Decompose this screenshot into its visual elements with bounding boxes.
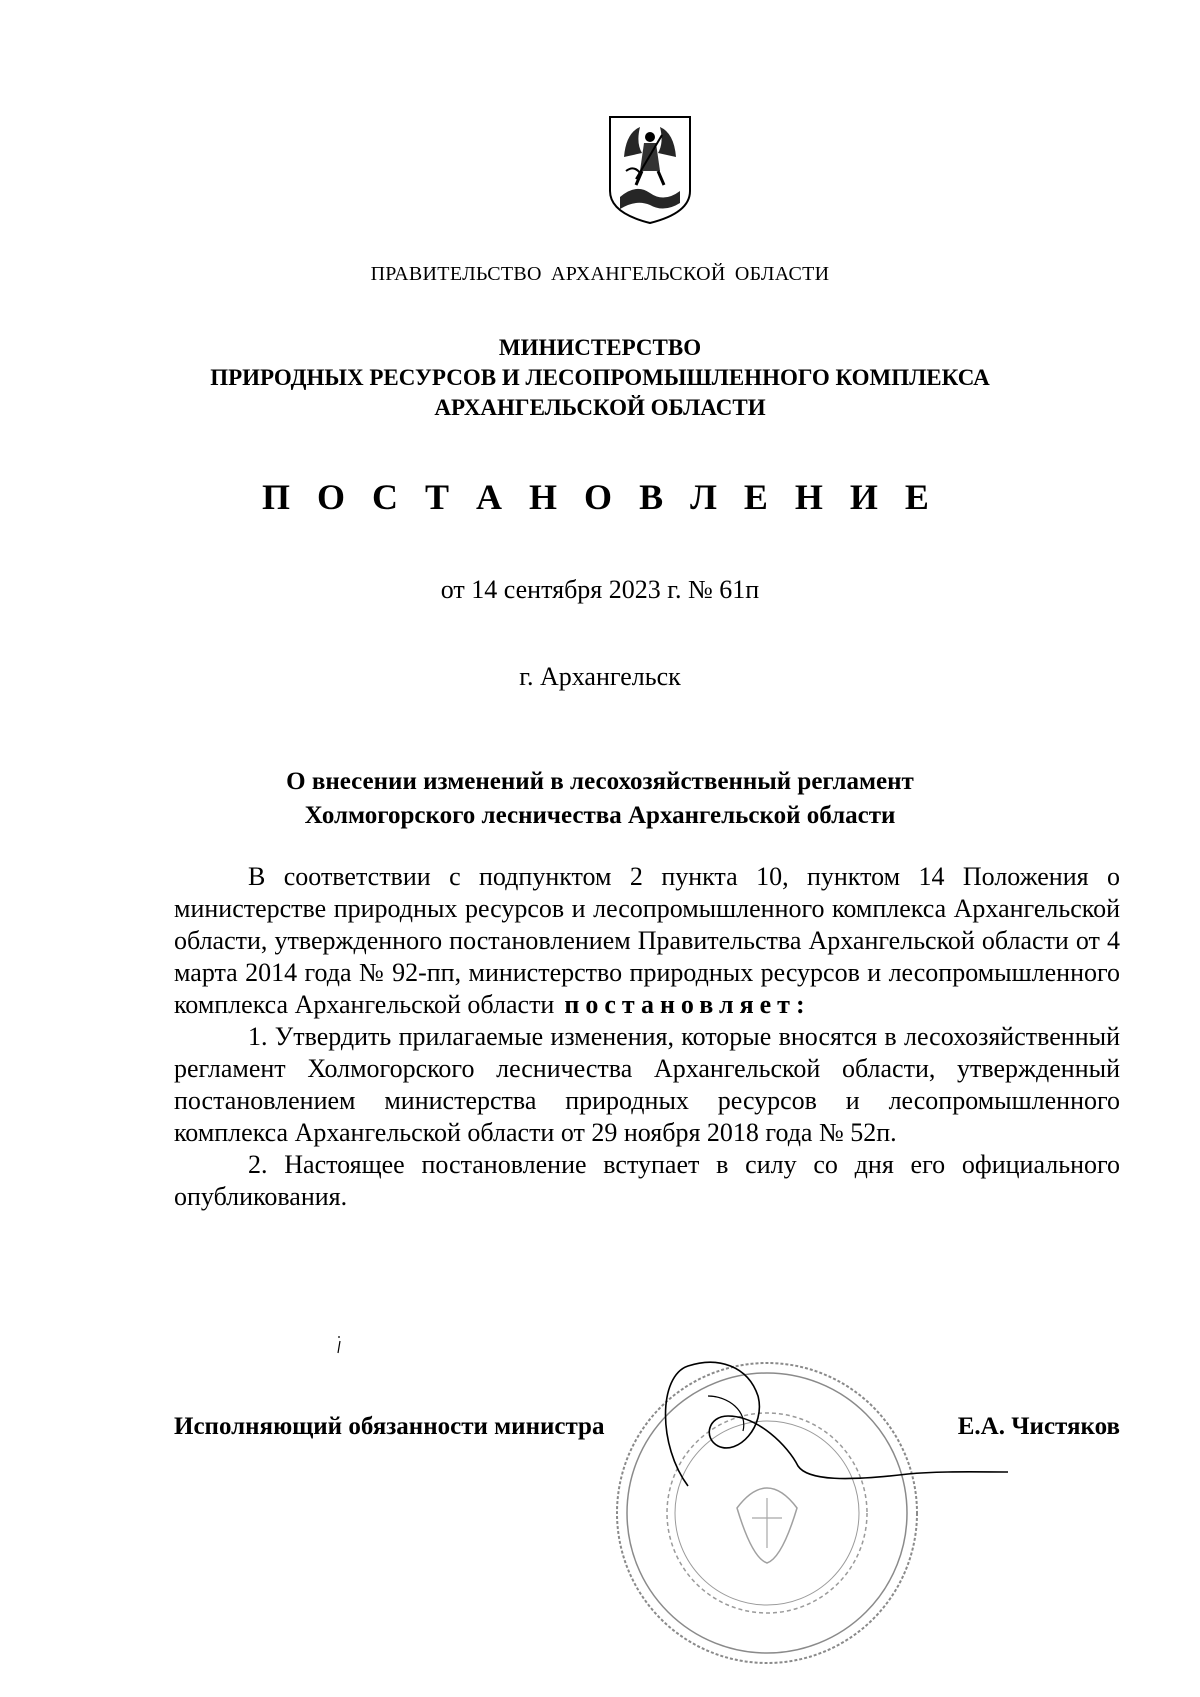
document-subject [0,765,1200,833]
subject-line-2: Холмогорского лесничества Архангельской области [304,802,896,829]
ministry-line-2: ПРИРОДНЫХ РЕСУРСОВ И ЛЕСОПРОМЫШЛЕННОГО КОМПЛЕКСА [210,365,990,390]
signatory-name: Е.А. Чистяков [957,1413,1120,1440]
document-body [174,861,1120,1213]
ministry-line-1: МИНИСТЕРСТВО [498,335,702,360]
document-type: П О С Т А Н О В Л Е Н И Е [262,477,938,517]
ministry-name [0,333,1200,423]
government-title: ПРАВИТЕЛЬСТВО АРХАНГЕЛЬСКОЙ ОБЛАСТИ [370,263,830,285]
coat-of-arms-icon [606,113,694,225]
subject-line-1: О внесении изменений в лесохозяйственный регламент [286,768,914,795]
ministry-line-3: АРХАНГЕЛЬСКОЙ ОБЛАСТИ [434,395,766,420]
decree-word: постановляет: [564,990,811,1019]
item-2-paragraph: 2. Настоящее постановление вступает в силу со дня его официального опубликования. [174,1150,1120,1211]
pen-mark [334,1335,344,1355]
preamble-text: В соответствии с подпунктом 2 пункта 10, пунктом 14 Положения о министерстве природных ресурсов и лесопромышленного комплекса Архангельской области, утвержденного постановлением Правительства Архангельской области от 4 марта 2014 года № 92-пп, министерство природных ресурсов и лесопромышленного комплекса Архангельской области [174,862,1120,1019]
preamble-paragraph [174,861,1120,1021]
item-1-paragraph: 1. Утвердить прилагаемые изменения, которые вносятся в лесохозяйственный регламент Холмогорского лесничества Архангельской области, утвержденный постановлением министерства природных ресурсов и лесопромышленного комплекса Архангельской области от 29 ноября 2018 года № 52п. [174,1022,1120,1147]
signature-block [174,1413,1120,1453]
document-city: г. Архангельск [519,662,681,691]
signatory-position: Исполняющий обязанности министра [174,1413,605,1440]
document-date-number: от 14 сентября 2023 г. № 61п [440,575,760,604]
